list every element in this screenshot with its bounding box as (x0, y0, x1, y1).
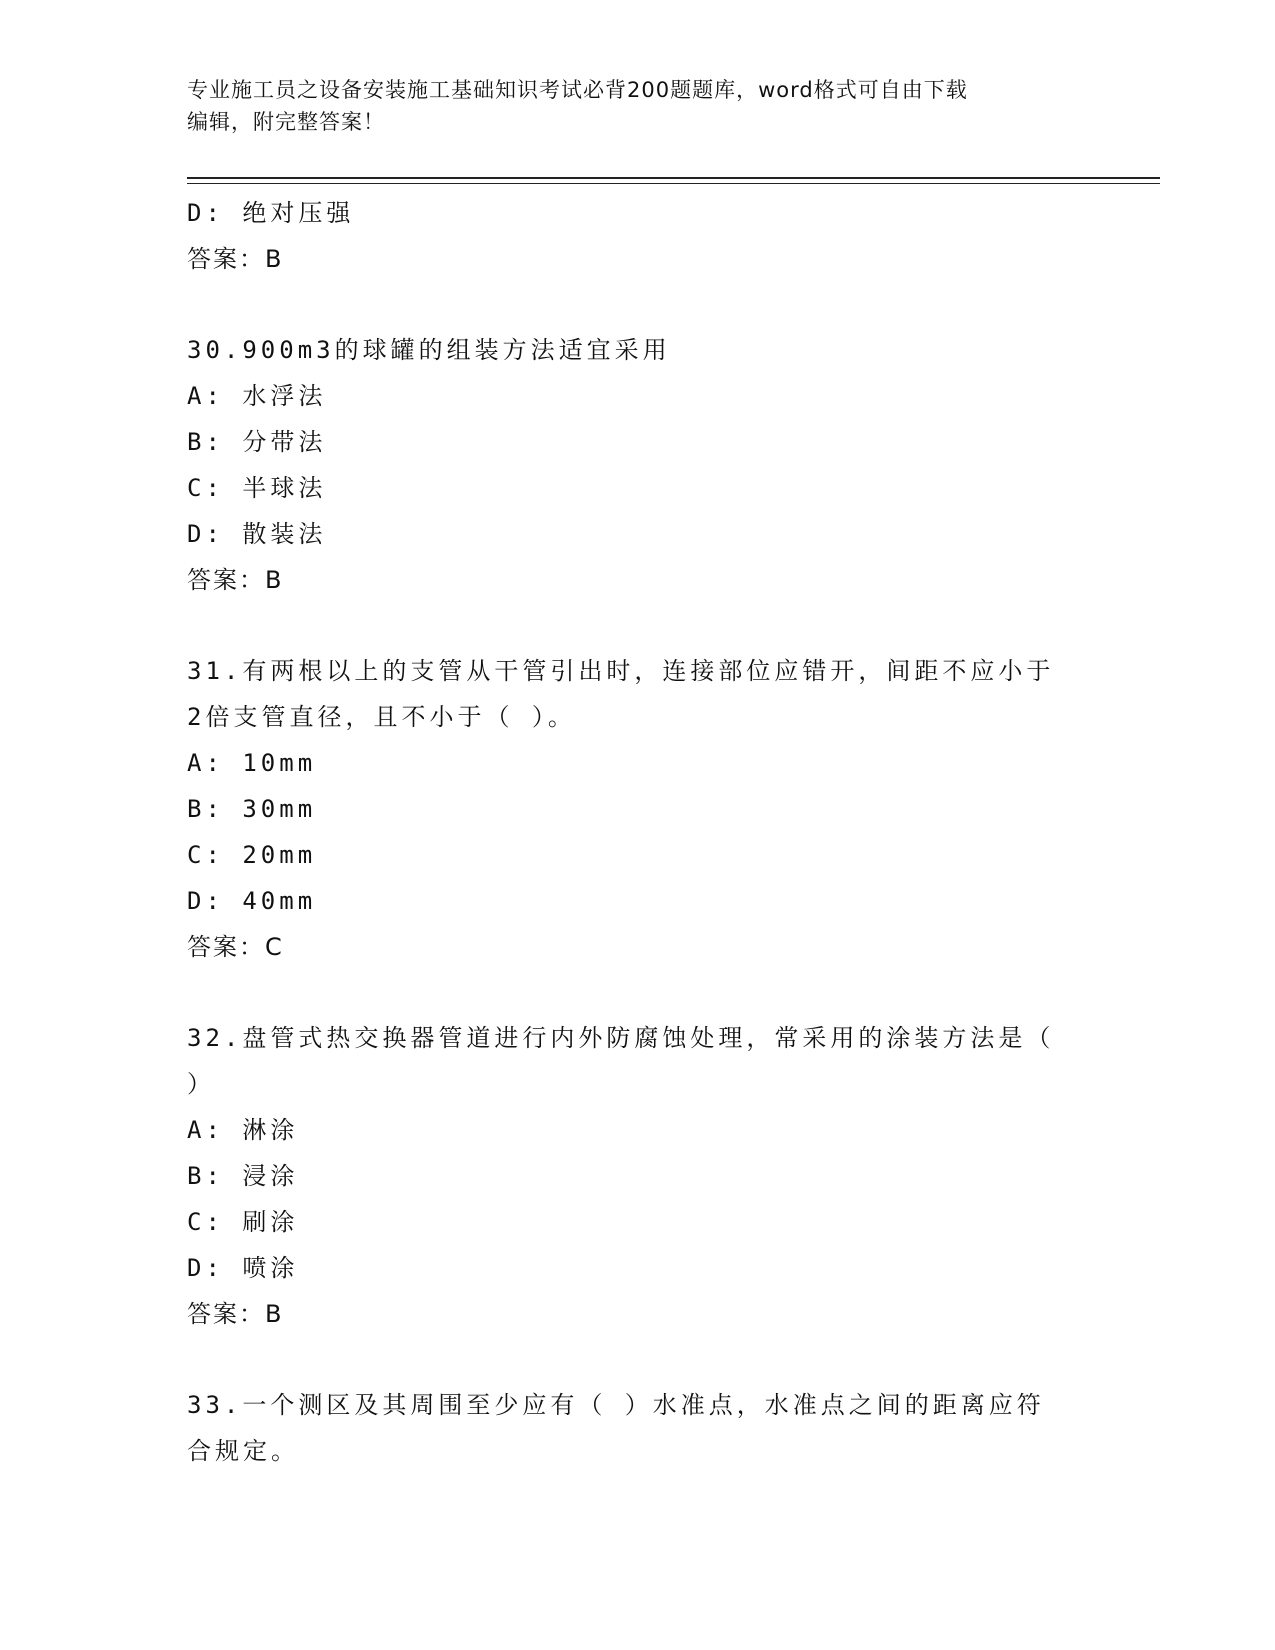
option-d: D: 绝对压强 (187, 199, 355, 227)
question-32 (187, 1015, 1087, 1337)
answer-line: 答案：B (187, 566, 284, 594)
question-stem-line-1: 32.盘管式热交换器管道进行内外防腐蚀处理，常采用的涂装方法是（ (187, 1024, 1055, 1052)
option-b: B: 30mm (187, 795, 317, 823)
option-a: A: 淋涂 (187, 1116, 299, 1144)
question-stem-line-2: 合规定。 (187, 1437, 299, 1465)
option-b: B: 分带法 (187, 428, 327, 456)
question-33 (187, 1382, 1087, 1474)
question-stem-line-1: 31.有两根以上的支管从干管引出时，连接部位应错开，间距不应小于 (187, 657, 1055, 685)
answer-line: 答案：B (187, 1300, 284, 1328)
option-d: D: 40mm (187, 887, 317, 915)
question-31 (187, 648, 1087, 970)
option-b: B: 浸涂 (187, 1162, 299, 1190)
option-a: A: 水浮法 (187, 382, 327, 410)
option-c: C: 刷涂 (187, 1208, 299, 1236)
option-d: D: 散装法 (187, 520, 327, 548)
header-rule-thick (187, 177, 1160, 179)
question-stem-line-2: ） (187, 1070, 215, 1098)
question-30 (187, 327, 1087, 603)
header-line-1: 专业施工员之设备安装施工基础知识考试必背200题题库，word格式可自由下载 (187, 78, 968, 102)
question-stem-line-2: 2倍支管直径，且不小于（ ）。 (187, 703, 576, 731)
question-stem: 30.900m3的球罐的组装方法适宜采用 (187, 336, 671, 364)
header-line-2: 编辑，附完整答案！ (187, 110, 385, 134)
answer-line: 答案：C (187, 933, 284, 961)
document-header (187, 74, 1087, 138)
option-c: C: 半球法 (187, 474, 327, 502)
option-d: D: 喷涂 (187, 1254, 299, 1282)
header-rule-thin (187, 183, 1160, 184)
option-a: A: 10mm (187, 749, 317, 777)
option-c: C: 20mm (187, 841, 317, 869)
previous-question-tail (187, 190, 1087, 282)
answer-line: 答案：B (187, 245, 284, 273)
question-stem-line-1: 33.一个测区及其周围至少应有（ ）水准点，水准点之间的距离应符 (187, 1391, 1045, 1419)
question-list (187, 190, 1087, 1474)
